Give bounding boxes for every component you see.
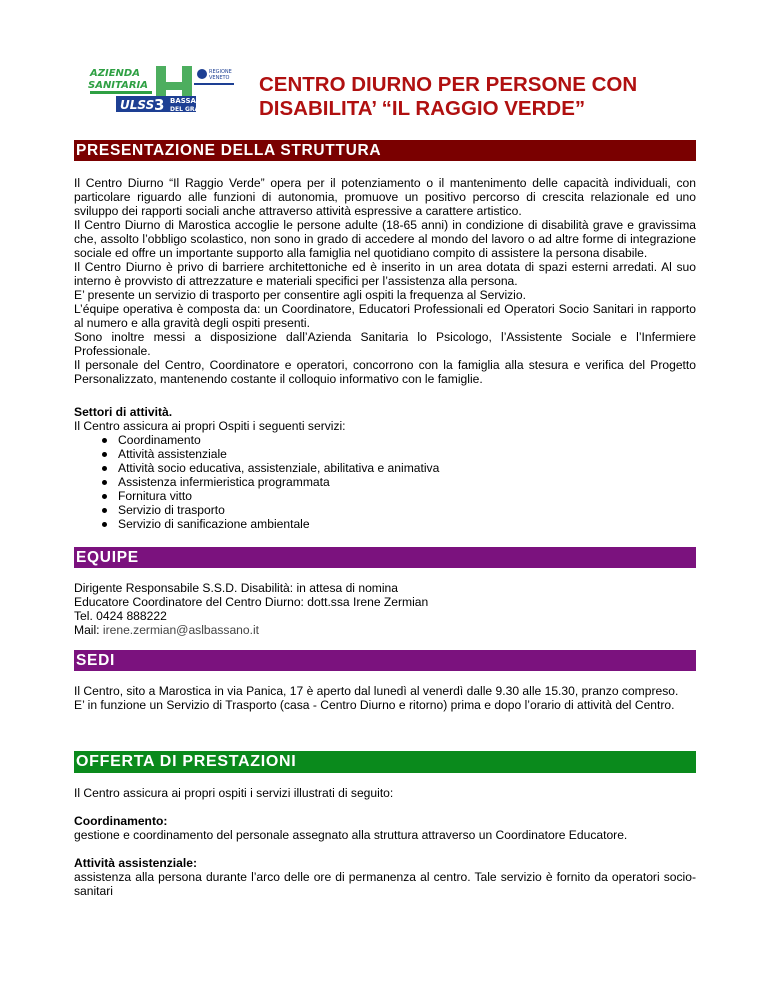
- settori-title: Settori di attività.: [74, 405, 173, 419]
- logo-ulss-number: 3: [154, 96, 165, 114]
- logo-region-line2: VENETO: [209, 75, 230, 81]
- logo-region-line1: REGIONE: [209, 69, 232, 75]
- equipe-mail: [74, 623, 696, 637]
- settori-list-item: Coordinamento: [74, 433, 696, 447]
- equipe-line: Educatore Coordinatore del Centro Diurno: dott.ssa Irene Zermian: [74, 595, 429, 609]
- presentazione-paragraph: Il Centro Diurno “Il Raggio Verde” opera per il potenziamento o il mantenimento delle capacità individuali, con particolare riguardo alle funzioni di autonomia, promuove un positivo percorso di crescita relazionale ed uno sviluppo dei rapporti sociali anche attraverso attività espressive a carattere artistico.: [74, 176, 696, 218]
- settori-block: [74, 405, 696, 531]
- document-page: [74, 0, 696, 898]
- presentazione-paragraph: L’équipe operativa è composta da: un Coordinatore, Educatori Professionali ed Operatori Socio Sanitari in rapporto al numero e alla gravità degli ospiti presenti.: [74, 302, 696, 330]
- equipe-line: Tel. 0424 888222: [74, 609, 167, 623]
- offerta-body: [74, 786, 696, 898]
- presentazione-paragraph: Sono inoltre messi a disposizione dall’Azienda Sanitaria lo Psicologo, l’Assistente Sociale e l’Infermiere Professionale.: [74, 330, 696, 358]
- sedi-paragraph: E’ in funzione un Servizio di Trasporto (casa - Centro Diurno e ritorno) prima e dopo l’orario di attività del Centro.: [74, 698, 675, 712]
- logo-ulss: ULSS: [120, 98, 155, 112]
- section-heading-offerta: OFFERTA DI PRESTAZIONI: [74, 751, 696, 773]
- settori-list-item: Servizio di sanificazione ambientale: [74, 517, 696, 531]
- section-heading-presentazione: PRESENTAZIONE DELLA STRUTTURA: [74, 140, 696, 161]
- azienda-sanitaria-logo: [86, 62, 236, 118]
- offerta-item-text: assistenza alla persona durante l’arco delle ore di permanenza al centro. Tale servizio è fornito da operatori socio-sanitari: [74, 870, 696, 898]
- equipe-line: Dirigente Responsabile S.S.D. Disabilità: in attesa di nomina: [74, 581, 399, 595]
- offerta-item-title: Attività assistenziale:: [74, 856, 197, 870]
- settori-list-item: Fornitura vitto: [74, 489, 696, 503]
- document-title-line2: DISABILITA’ “IL RAGGIO VERDE”: [259, 97, 586, 120]
- settori-intro: Il Centro assicura ai propri Ospiti i seguenti servizi:: [74, 419, 346, 433]
- presentazione-paragraph: Il personale del Centro, Coordinatore e operatori, concorrono con la famiglia alla stesura e verifica del Progetto Personalizzato, mantenendo costante il colloquio informativo con le famiglie.: [74, 358, 696, 386]
- document-header: [74, 0, 696, 140]
- settori-list-item: Attività socio educativa, assistenziale, abilitativa e animativa: [74, 461, 696, 475]
- sedi-paragraph: Il Centro, sito a Marostica in via Panica, 17 è aperto dal lunedì al venerdì dalle 9.30 alle 15.30, pranzo compreso.: [74, 684, 679, 698]
- logo-line1: AZIENDA: [90, 68, 140, 79]
- offerta-item-title: Coordinamento:: [74, 814, 168, 828]
- document-title-line1: CENTRO DIURNO PER PERSONE CON: [259, 73, 638, 96]
- presentazione-paragraph: Il Centro Diurno di Marostica accoglie le persone adulte (18-65 anni) in condizione di disabilità grave e gravissima che, assolto l’obbligo scolastico, non sono in grado di accedere al mondo del lavoro o ad altre forme di integrazione sociale ed offre un importante supporto alla famiglia nel quotidiano compito di assistere la persona disabile.: [74, 218, 696, 260]
- offerta-intro: Il Centro assicura ai propri ospiti i servizi illustrati di seguito:: [74, 786, 394, 800]
- settori-list-item: Servizio di trasporto: [74, 503, 696, 517]
- settori-list-item: Assistenza infermieristica programmata: [74, 475, 696, 489]
- presentazione-body: [74, 176, 696, 386]
- settori-list: [74, 433, 696, 531]
- settori-list-item: Attività assistenziale: [74, 447, 696, 461]
- logo-line2: SANITARIA: [88, 80, 148, 91]
- section-heading-equipe: EQUIPE: [74, 547, 696, 568]
- offerta-item-text: gestione e coordinamento del personale assegnato alla struttura attraverso un Coordinatore Educatore.: [74, 828, 628, 842]
- mail-link[interactable]: irene.zermian@aslbassano.it: [102, 623, 260, 637]
- presentazione-paragraph: Il Centro Diurno è privo di barriere architettoniche ed è inserito in un area dotata di spazi esterni arredati. Al suo interno è provvisto di attrezzature e materiali specifici per l’assistenza alla persona.: [74, 260, 696, 288]
- equipe-body: [74, 581, 696, 637]
- document-title: [259, 73, 689, 121]
- logo-city-line2: DEL GRAPPA: [170, 106, 213, 113]
- presentazione-paragraph: E’ presente un servizio di trasporto per consentire agli ospiti la frequenza al Servizio.: [74, 288, 526, 302]
- mail-label: Mail:: [74, 623, 103, 637]
- logo-city-line1: BASSANO: [170, 97, 208, 105]
- section-heading-sedi: SEDI: [74, 650, 696, 671]
- sedi-body: [74, 684, 696, 712]
